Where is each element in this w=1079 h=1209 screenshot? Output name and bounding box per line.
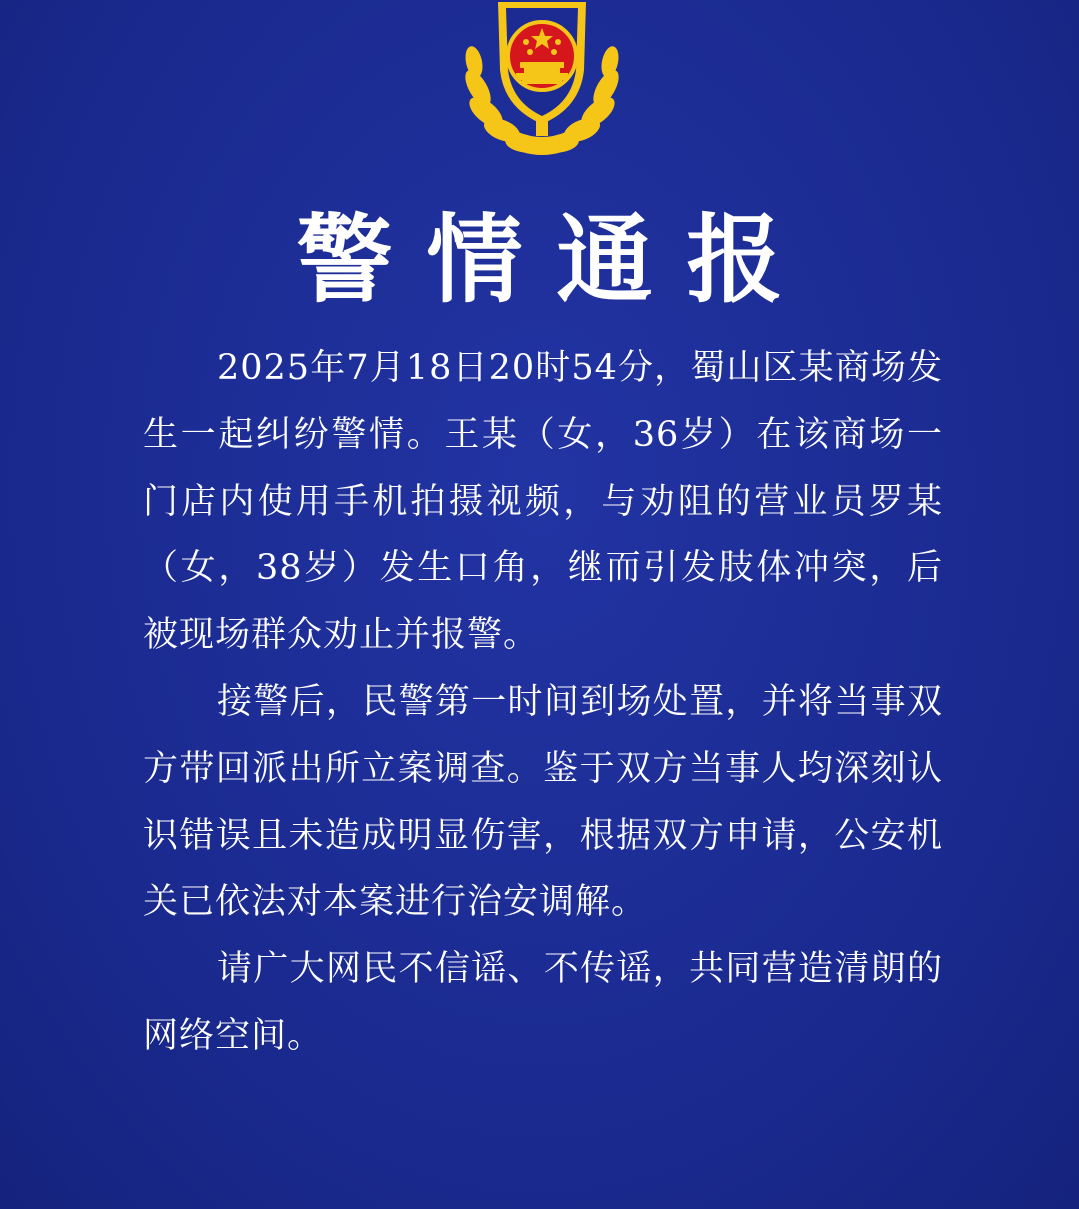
police-emblem-icon [460,0,624,160]
paragraph-handling: 接警后，民警第一时间到场处置，并将当事双方带回派出所立案调查。鉴于双方当事人均深刻认识错误且未造成明显伤害，根据双方申请，公安机关已依法对本案进行治安调解。 [143,681,943,923]
paragraph-incident: 2025年7月18日20时54分，蜀山区某商场发生一起纠纷警情。王某（女，36岁）在该商场一门店内使用手机拍摄视频，与劝阻的营业员罗某（女，38岁）发生口角，继而引发肢体冲突，后被现场群众劝止并报警。 [143,348,943,656]
page-title: 警情通报 [296,203,817,316]
paragraph-appeal: 请广大网民不信谣、不传谣，共同营造清朗的网络空间。 [143,949,943,1056]
notice-body [143,335,943,1070]
